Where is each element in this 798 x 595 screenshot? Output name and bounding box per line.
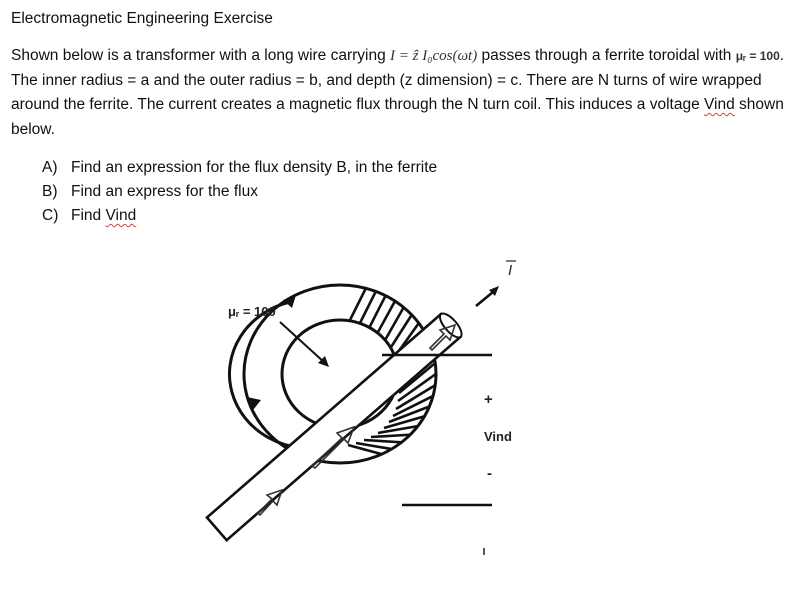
permeability-expression: μᵣ = 100 bbox=[735, 49, 780, 63]
current-direction-line bbox=[476, 292, 493, 306]
question-text: Find an expression for the flux density B, in the ferrite bbox=[71, 159, 438, 176]
vind-term: Vind bbox=[105, 207, 137, 224]
question-text-prefix: Find bbox=[71, 207, 106, 224]
question-text: Find an express for the flux bbox=[71, 183, 258, 200]
question-label: A) bbox=[42, 159, 58, 176]
statement-part-1: Shown below is a transformer with a long wire carrying bbox=[11, 47, 391, 64]
minus-terminal-label: - bbox=[487, 465, 492, 482]
current-expression: I = ẑ I₀cos(ωt) bbox=[390, 48, 478, 64]
statement-part-4: shown below. bbox=[11, 96, 784, 138]
statement-part-3: . The inner radius = a and the outer radius = b, and depth (z dimension) = c. There are N turns of wire wrapped around the ferrite. The current creates a magnetic flux through the N turn coil. This induces a voltage bbox=[11, 47, 785, 113]
question-label: C) bbox=[42, 207, 59, 224]
permeability-leader-line bbox=[280, 322, 325, 363]
current-label: I bbox=[508, 262, 513, 279]
vind-label: Vind bbox=[484, 429, 512, 444]
question-label: B) bbox=[42, 183, 58, 200]
page-title: Electromagnetic Engineering Exercise bbox=[11, 10, 273, 27]
plus-terminal-label: + bbox=[484, 391, 493, 408]
statement-part-2: passes through a ferrite toroidal with bbox=[477, 47, 736, 64]
vind-term: Vind bbox=[704, 96, 735, 113]
permeability-label: μᵣ = 100 bbox=[228, 304, 276, 319]
